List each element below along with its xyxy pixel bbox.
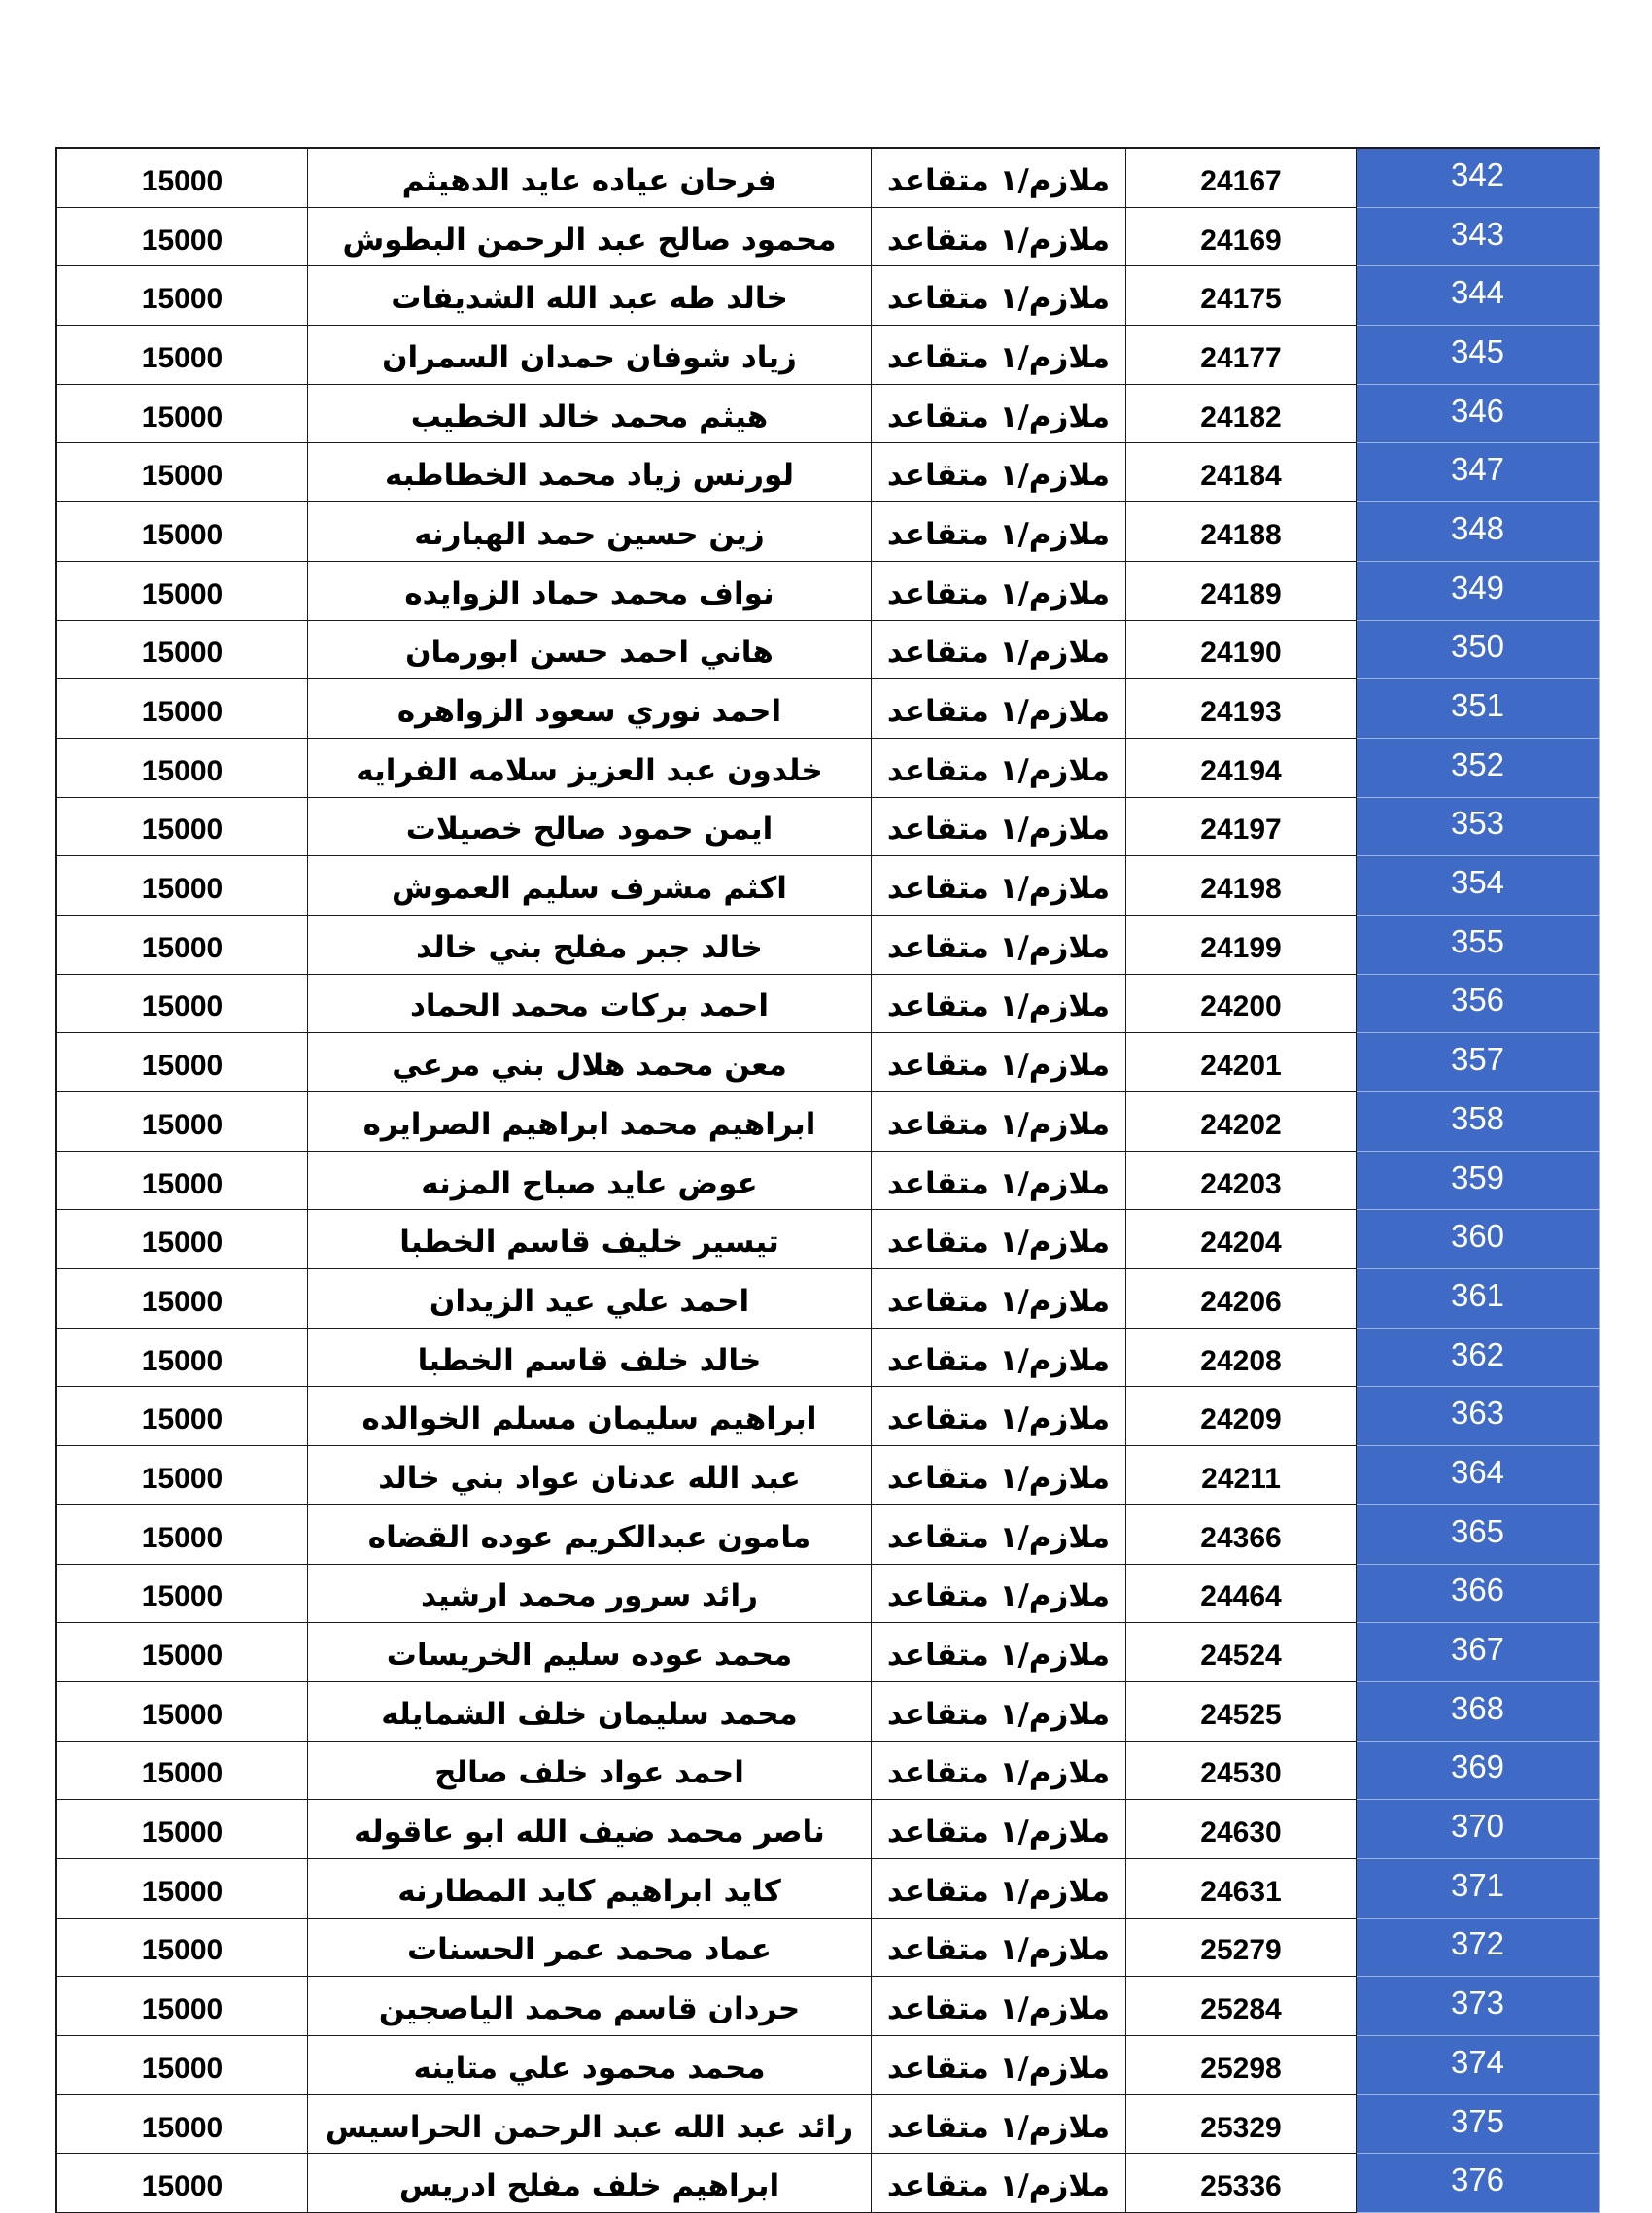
- name-cell: كايد ابراهيم كايد المطارنه: [308, 1858, 872, 1918]
- rank-cell: ملازم/١ متقاعد: [872, 620, 1126, 679]
- rank-cell: ملازم/١ متقاعد: [872, 1623, 1126, 1682]
- amount-cell: 15000: [56, 561, 308, 620]
- id-cell: 24190: [1126, 620, 1357, 679]
- name-cell: عبد الله عدنان عواد بني خالد: [308, 1446, 872, 1505]
- table-row: [56, 1741, 1600, 1800]
- sequence-number-cell: 344: [1357, 266, 1600, 326]
- sequence-number-cell: 353: [1357, 797, 1600, 856]
- amount-cell: 15000: [56, 1564, 308, 1623]
- id-cell: 24209: [1126, 1387, 1357, 1446]
- rank-cell: ملازم/١ متقاعد: [872, 915, 1126, 974]
- sequence-number-cell: 352: [1357, 738, 1600, 797]
- rank-cell: ملازم/١ متقاعد: [872, 1033, 1126, 1092]
- name-cell: احمد عواد خلف صالح: [308, 1741, 872, 1800]
- sequence-number-cell: 368: [1357, 1681, 1600, 1741]
- amount-cell: 15000: [56, 148, 308, 207]
- sequence-number-cell: 357: [1357, 1033, 1600, 1092]
- table-row: [56, 1328, 1600, 1387]
- name-cell: محمد عوده سليم الخريسات: [308, 1623, 872, 1682]
- table-row: [56, 561, 1600, 620]
- name-cell: محمود صالح عبد الرحمن البطوش: [308, 207, 872, 266]
- rank-cell: ملازم/١ متقاعد: [872, 1564, 1126, 1623]
- sequence-number-cell: 354: [1357, 856, 1600, 916]
- table-row: [56, 2036, 1600, 2095]
- sequence-number-cell: 364: [1357, 1446, 1600, 1505]
- amount-cell: 15000: [56, 502, 308, 562]
- name-cell: لورنس زياد محمد الخطاطبه: [308, 443, 872, 502]
- sequence-number-cell: 345: [1357, 326, 1600, 385]
- rank-cell: ملازم/١ متقاعد: [872, 2036, 1126, 2095]
- sequence-number-cell: 374: [1357, 2036, 1600, 2095]
- id-cell: 24201: [1126, 1033, 1357, 1092]
- name-cell: احمد بركات محمد الحماد: [308, 974, 872, 1033]
- amount-cell: 15000: [56, 856, 308, 916]
- id-cell: 24175: [1126, 266, 1357, 326]
- amount-cell: 15000: [56, 443, 308, 502]
- amount-cell: 15000: [56, 974, 308, 1033]
- rank-cell: ملازم/١ متقاعد: [872, 1504, 1126, 1564]
- id-cell: 24204: [1126, 1210, 1357, 1269]
- amount-cell: 15000: [56, 1918, 308, 1977]
- amount-cell: 15000: [56, 1800, 308, 1859]
- table-row: [56, 1387, 1600, 1446]
- table-row: [56, 207, 1600, 266]
- rank-cell: ملازم/١ متقاعد: [872, 148, 1126, 207]
- id-cell: 24206: [1126, 1269, 1357, 1329]
- rank-cell: ملازم/١ متقاعد: [872, 2094, 1126, 2154]
- name-cell: ابراهيم خلف مفلح ادريس: [308, 2154, 872, 2213]
- rank-cell: ملازم/١ متقاعد: [872, 1387, 1126, 1446]
- table-row: [56, 2154, 1600, 2213]
- sequence-number-cell: 360: [1357, 1210, 1600, 1269]
- rank-cell: ملازم/١ متقاعد: [872, 1446, 1126, 1505]
- table-row: [56, 443, 1600, 502]
- id-cell: 24211: [1126, 1446, 1357, 1505]
- sequence-number-cell: 359: [1357, 1151, 1600, 1210]
- table-row: [56, 1033, 1600, 1092]
- rank-cell: ملازم/١ متقاعد: [872, 738, 1126, 797]
- table-row: [56, 326, 1600, 385]
- rank-cell: ملازم/١ متقاعد: [872, 1092, 1126, 1152]
- rank-cell: ملازم/١ متقاعد: [872, 1269, 1126, 1329]
- amount-cell: 15000: [56, 1151, 308, 1210]
- id-cell: 24208: [1126, 1328, 1357, 1387]
- amount-cell: 15000: [56, 738, 308, 797]
- name-cell: احمد علي عيد الزيدان: [308, 1269, 872, 1329]
- name-cell: معن محمد هلال بني مرعي: [308, 1033, 872, 1092]
- amount-cell: 15000: [56, 1623, 308, 1682]
- sequence-number-cell: 366: [1357, 1564, 1600, 1623]
- id-cell: 24524: [1126, 1623, 1357, 1682]
- name-cell: عوض عايد صباح المزنه: [308, 1151, 872, 1210]
- rank-cell: ملازم/١ متقاعد: [872, 856, 1126, 916]
- sequence-number-cell: 350: [1357, 620, 1600, 679]
- rank-cell: ملازم/١ متقاعد: [872, 1210, 1126, 1269]
- id-cell: 24169: [1126, 207, 1357, 266]
- sequence-number-cell: 373: [1357, 1977, 1600, 2036]
- table-row: [56, 1623, 1600, 1682]
- id-cell: 24184: [1126, 443, 1357, 502]
- rank-cell: ملازم/١ متقاعد: [872, 1858, 1126, 1918]
- sequence-number-cell: 343: [1357, 207, 1600, 266]
- rank-cell: ملازم/١ متقاعد: [872, 1151, 1126, 1210]
- table-row: [56, 1446, 1600, 1505]
- rank-cell: ملازم/١ متقاعد: [872, 2154, 1126, 2213]
- sequence-number-cell: 365: [1357, 1504, 1600, 1564]
- name-cell: عماد محمد عمر الحسنات: [308, 1918, 872, 1977]
- amount-cell: 15000: [56, 1210, 308, 1269]
- id-cell: 24182: [1126, 384, 1357, 443]
- name-cell: خالد طه عبد الله الشديفات: [308, 266, 872, 326]
- rank-cell: ملازم/١ متقاعد: [872, 502, 1126, 562]
- table-row: [56, 1210, 1600, 1269]
- name-cell: خالد جبر مفلح بني خالد: [308, 915, 872, 974]
- table-row: [56, 915, 1600, 974]
- name-cell: نواف محمد حماد الزوايده: [308, 561, 872, 620]
- amount-cell: 15000: [56, 1269, 308, 1329]
- name-cell: هاني احمد حسن ابورمان: [308, 620, 872, 679]
- table-row: [56, 384, 1600, 443]
- sequence-number-cell: 362: [1357, 1328, 1600, 1387]
- id-cell: 24197: [1126, 797, 1357, 856]
- sequence-number-cell: 372: [1357, 1918, 1600, 1977]
- name-cell: خلدون عبد العزيز سلامه الفرايه: [308, 738, 872, 797]
- payment-list-table: [55, 147, 1600, 2213]
- amount-cell: 15000: [56, 326, 308, 385]
- table-row: [56, 2094, 1600, 2154]
- rank-cell: ملازم/١ متقاعد: [872, 1977, 1126, 2036]
- table-row: [56, 502, 1600, 562]
- id-cell: 25279: [1126, 1918, 1357, 1977]
- amount-cell: 15000: [56, 207, 308, 266]
- amount-cell: 15000: [56, 384, 308, 443]
- id-cell: 25298: [1126, 2036, 1357, 2095]
- rank-cell: ملازم/١ متقاعد: [872, 1918, 1126, 1977]
- table-row: [56, 856, 1600, 916]
- amount-cell: 15000: [56, 1387, 308, 1446]
- name-cell: زين حسين حمد الهبارنه: [308, 502, 872, 562]
- sequence-number-cell: 370: [1357, 1800, 1600, 1859]
- amount-cell: 15000: [56, 266, 308, 326]
- id-cell: 24198: [1126, 856, 1357, 916]
- name-cell: خالد خلف قاسم الخطبا: [308, 1328, 872, 1387]
- sequence-number-cell: 351: [1357, 679, 1600, 739]
- table-row: [56, 1858, 1600, 1918]
- table-row: [56, 1269, 1600, 1329]
- id-cell: 24525: [1126, 1681, 1357, 1741]
- table-row: [56, 1092, 1600, 1152]
- rank-cell: ملازم/١ متقاعد: [872, 974, 1126, 1033]
- amount-cell: 15000: [56, 679, 308, 739]
- name-cell: مامون عبدالكريم عوده القضاه: [308, 1504, 872, 1564]
- name-cell: محمد سليمان خلف الشمايله: [308, 1681, 872, 1741]
- amount-cell: 15000: [56, 915, 308, 974]
- sequence-number-cell: 348: [1357, 502, 1600, 562]
- table-row: [56, 1800, 1600, 1859]
- table-row: [56, 1977, 1600, 2036]
- table-body: [56, 148, 1600, 2213]
- id-cell: 24202: [1126, 1092, 1357, 1152]
- amount-cell: 15000: [56, 1328, 308, 1387]
- rank-cell: ملازم/١ متقاعد: [872, 266, 1126, 326]
- id-cell: 25336: [1126, 2154, 1357, 2213]
- table-row: [56, 738, 1600, 797]
- sequence-number-cell: 356: [1357, 974, 1600, 1033]
- amount-cell: 15000: [56, 1741, 308, 1800]
- amount-cell: 15000: [56, 2036, 308, 2095]
- name-cell: محمد محمود علي متاينه: [308, 2036, 872, 2095]
- id-cell: 24530: [1126, 1741, 1357, 1800]
- rank-cell: ملازم/١ متقاعد: [872, 1741, 1126, 1800]
- table-row: [56, 620, 1600, 679]
- sequence-number-cell: 371: [1357, 1858, 1600, 1918]
- sequence-number-cell: 355: [1357, 915, 1600, 974]
- id-cell: 24200: [1126, 974, 1357, 1033]
- sequence-number-cell: 369: [1357, 1741, 1600, 1800]
- rank-cell: ملازم/١ متقاعد: [872, 1800, 1126, 1859]
- sequence-number-cell: 375: [1357, 2094, 1600, 2154]
- name-cell: ابراهيم محمد ابراهيم الصرايره: [308, 1092, 872, 1152]
- name-cell: فرحان عياده عايد الدهيثم: [308, 148, 872, 207]
- id-cell: 24203: [1126, 1151, 1357, 1210]
- rank-cell: ملازم/١ متقاعد: [872, 384, 1126, 443]
- sequence-number-cell: 376: [1357, 2154, 1600, 2213]
- amount-cell: 15000: [56, 1446, 308, 1505]
- table-row: [56, 266, 1600, 326]
- amount-cell: 15000: [56, 1504, 308, 1564]
- table-row: [56, 974, 1600, 1033]
- table-row: [56, 1151, 1600, 1210]
- rank-cell: ملازم/١ متقاعد: [872, 207, 1126, 266]
- rank-cell: ملازم/١ متقاعد: [872, 561, 1126, 620]
- table-row: [56, 1504, 1600, 1564]
- rank-cell: ملازم/١ متقاعد: [872, 679, 1126, 739]
- id-cell: 24188: [1126, 502, 1357, 562]
- sequence-number-cell: 361: [1357, 1269, 1600, 1329]
- amount-cell: 15000: [56, 797, 308, 856]
- amount-cell: 15000: [56, 2094, 308, 2154]
- sequence-number-cell: 363: [1357, 1387, 1600, 1446]
- id-cell: 24193: [1126, 679, 1357, 739]
- rank-cell: ملازم/١ متقاعد: [872, 797, 1126, 856]
- id-cell: 24167: [1126, 148, 1357, 207]
- id-cell: 24177: [1126, 326, 1357, 385]
- sequence-number-cell: 347: [1357, 443, 1600, 502]
- amount-cell: 15000: [56, 1092, 308, 1152]
- name-cell: ابراهيم سليمان مسلم الخوالده: [308, 1387, 872, 1446]
- id-cell: 25329: [1126, 2094, 1357, 2154]
- name-cell: ايمن حمود صالح خصيلات: [308, 797, 872, 856]
- name-cell: زياد شوفان حمدان السمران: [308, 326, 872, 385]
- id-cell: 24630: [1126, 1800, 1357, 1859]
- name-cell: ناصر محمد ضيف الله ابو عاقوله: [308, 1800, 872, 1859]
- sequence-number-cell: 342: [1357, 148, 1600, 207]
- name-cell: اكثم مشرف سليم العموش: [308, 856, 872, 916]
- id-cell: 25284: [1126, 1977, 1357, 2036]
- table-row: [56, 679, 1600, 739]
- table-row: [56, 1681, 1600, 1741]
- id-cell: 24199: [1126, 915, 1357, 974]
- sequence-number-cell: 349: [1357, 561, 1600, 620]
- table-row: [56, 1564, 1600, 1623]
- amount-cell: 15000: [56, 2154, 308, 2213]
- rank-cell: ملازم/١ متقاعد: [872, 1328, 1126, 1387]
- id-cell: 24631: [1126, 1858, 1357, 1918]
- amount-cell: 15000: [56, 1858, 308, 1918]
- rank-cell: ملازم/١ متقاعد: [872, 1681, 1126, 1741]
- amount-cell: 15000: [56, 1033, 308, 1092]
- id-cell: 24194: [1126, 738, 1357, 797]
- table-row: [56, 797, 1600, 856]
- name-cell: رائد عبد الله عبد الرحمن الحراسيس: [308, 2094, 872, 2154]
- table-row: [56, 1918, 1600, 1977]
- id-cell: 24464: [1126, 1564, 1357, 1623]
- sequence-number-cell: 346: [1357, 384, 1600, 443]
- name-cell: تيسير خليف قاسم الخطبا: [308, 1210, 872, 1269]
- name-cell: حردان قاسم محمد الياصجين: [308, 1977, 872, 2036]
- amount-cell: 15000: [56, 620, 308, 679]
- rank-cell: ملازم/١ متقاعد: [872, 443, 1126, 502]
- table-row: [56, 148, 1600, 207]
- id-cell: 24366: [1126, 1504, 1357, 1564]
- name-cell: احمد نوري سعود الزواهره: [308, 679, 872, 739]
- amount-cell: 15000: [56, 1977, 308, 2036]
- name-cell: رائد سرور محمد ارشيد: [308, 1564, 872, 1623]
- name-cell: هيثم محمد خالد الخطيب: [308, 384, 872, 443]
- sequence-number-cell: 367: [1357, 1623, 1600, 1682]
- amount-cell: 15000: [56, 1681, 308, 1741]
- sequence-number-cell: 358: [1357, 1092, 1600, 1152]
- id-cell: 24189: [1126, 561, 1357, 620]
- rank-cell: ملازم/١ متقاعد: [872, 326, 1126, 385]
